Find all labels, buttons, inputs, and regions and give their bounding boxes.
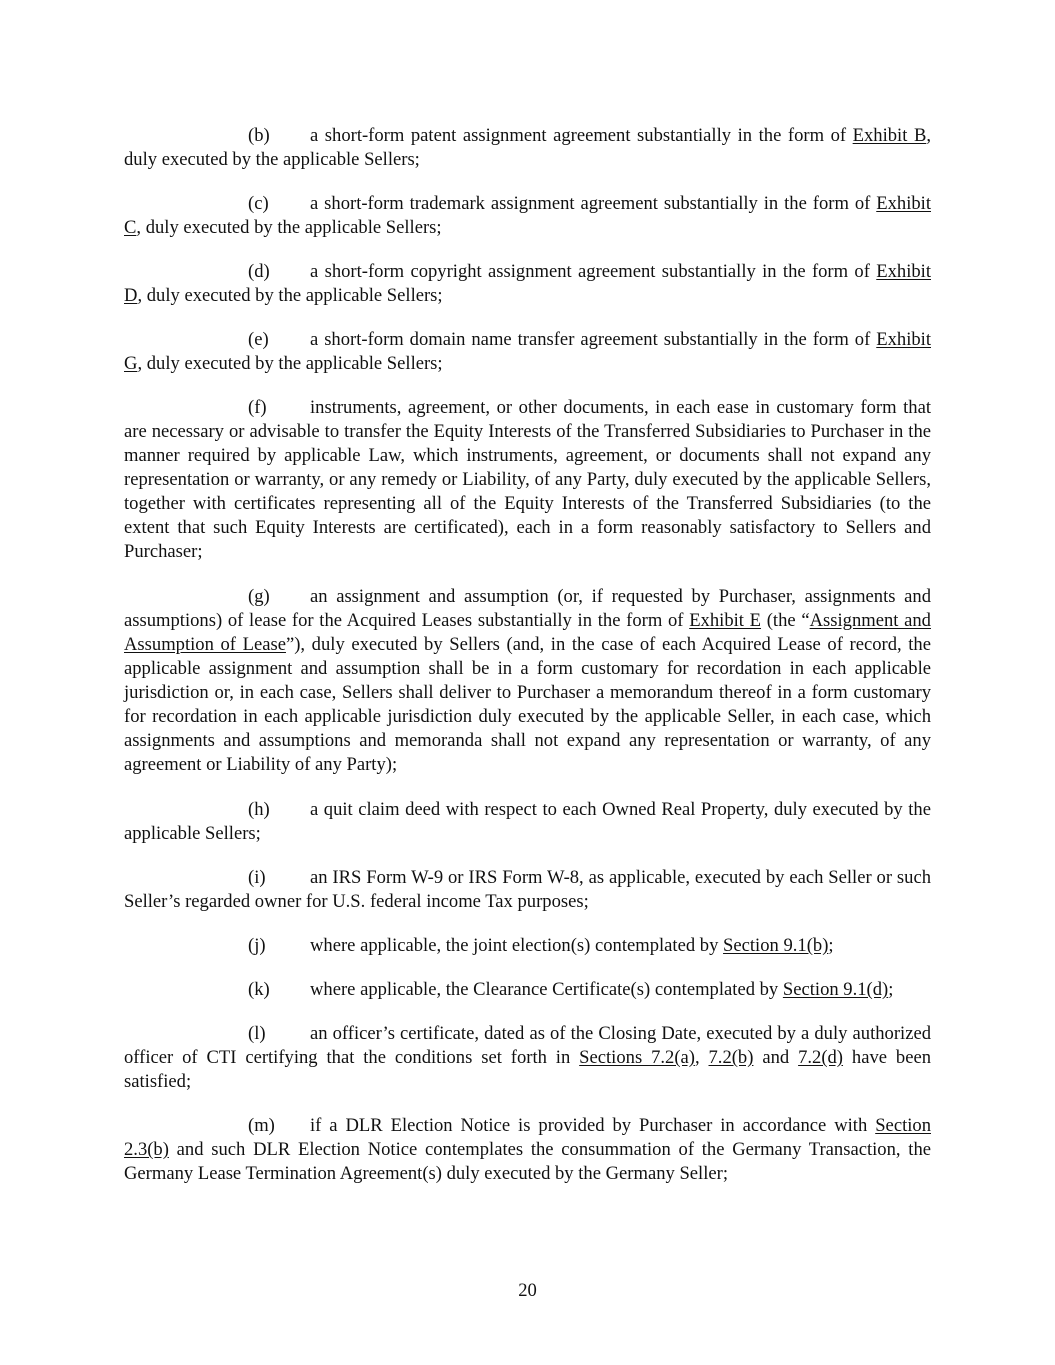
- clause-j-text-end: ;: [828, 935, 834, 956]
- clause-k: [124, 978, 931, 1002]
- clause-i-marker: (i): [248, 867, 266, 888]
- clause-m-text-end: and such DLR Election Notice contemplates the consummation of the Germany Transaction, the Germany Lease Termination Agreement(s) duly executed by the Germany Seller;: [124, 1139, 931, 1184]
- section-7-2-d-ref: 7.2(d): [798, 1047, 844, 1068]
- clause-g: [124, 585, 931, 777]
- clause-e-text-end: , duly executed by the applicable Sellers;: [137, 353, 443, 374]
- section-2-3-b-ref: Section 2.3(b): [124, 1115, 931, 1160]
- clause-l-text-2: ,: [694, 1047, 709, 1068]
- clause-h: [124, 798, 931, 846]
- clause-b-text: a short-form patent assignment agreement substantially in the form of: [310, 125, 853, 146]
- clause-f-marker: (f): [248, 397, 267, 418]
- clause-c-text-end: , duly executed by the applicable Sellers;: [136, 217, 442, 238]
- clause-k-marker: (k): [248, 979, 270, 1000]
- clause-g-marker: (g): [248, 586, 270, 607]
- clause-e: [124, 328, 931, 376]
- clause-i: [124, 866, 931, 914]
- clause-m-text: if a DLR Election Notice is provided by Purchaser in accordance with: [310, 1115, 876, 1136]
- clause-b-marker: (b): [248, 125, 270, 146]
- clause-f-text: instruments, agreement, or other documents, in each ease in customary form that are necessary or advisable to transfer the Equity Interests of the Transferred Subsidiaries to Purchaser in the manner required by applicable Law, which instruments, agreement, or documents shall not expand any representation or warranty, or any remedy or Liability, of any Party, duly executed by the applicable Sellers, together with certificates representing all of the Equity Interests of the Transferred Subsidiaries (to the extent that such Equity Interests are certificated), each in a form reasonably satisfactory to Sellers and Purchaser;: [124, 397, 931, 562]
- clause-l-text-3: and: [753, 1047, 799, 1068]
- clause-j-marker: (j): [248, 935, 266, 956]
- clause-l-marker: (l): [248, 1023, 266, 1044]
- clause-f: [124, 396, 931, 564]
- clause-l-text: an officer’s certificate, dated as of the Closing Date, executed by a duly authorized officer of CTI certifying that the conditions set forth in: [124, 1023, 931, 1068]
- exhibit-d-ref: Exhibit D: [124, 261, 931, 306]
- clause-m: [124, 1114, 931, 1186]
- clause-g-text-3: ”), duly executed by Sellers (and, in the case of each Acquired Lease of record, the applicable assignment and assumption shall be in a form customary for recordation in each applicable jurisdiction or, in each case, Sellers shall deliver to Purchaser a memorandum thereof in a form customary for recordation in each applicable jurisdiction duly executed by the applicable Seller, in each case, which assignments and assumptions and memoranda shall not expand any representation or warranty, of any agreement or Liability of any Party);: [124, 634, 931, 775]
- clause-e-marker: (e): [248, 329, 269, 350]
- clause-c-marker: (c): [248, 193, 269, 214]
- clause-i-text: an IRS Form W-9 or IRS Form W-8, as applicable, executed by each Seller or such Seller’s regarded owner for U.S. federal income Tax purposes;: [124, 867, 931, 912]
- exhibit-e-ref: Exhibit E: [689, 610, 762, 631]
- section-7-2-b-ref: 7.2(b): [708, 1047, 754, 1068]
- clause-d-text-end: , duly executed by the applicable Sellers;: [137, 285, 443, 306]
- clause-h-text: a quit claim deed with respect to each Owned Real Property, duly executed by the applicable Sellers;: [124, 799, 931, 844]
- clause-c-text: a short-form trademark assignment agreement substantially in the form of: [310, 193, 877, 214]
- page-number: 20: [518, 1280, 537, 1301]
- clause-b: [124, 124, 931, 172]
- clause-h-marker: (h): [248, 799, 270, 820]
- clause-d-marker: (d): [248, 261, 270, 282]
- clause-d: [124, 260, 931, 308]
- clause-g-text-2: (the “: [761, 610, 810, 631]
- clause-j: [124, 934, 931, 958]
- section-9-1-d-ref: Section 9.1(d): [782, 979, 889, 1000]
- exhibit-g-ref: Exhibit G: [124, 329, 931, 374]
- exhibit-b-ref: Exhibit B: [852, 125, 927, 146]
- assignment-assumption-lease-term: Assignment and Assumption of Lease: [124, 610, 931, 655]
- sections-7-2-a-ref: Sections 7.2(a): [579, 1047, 695, 1068]
- clause-l: [124, 1022, 931, 1094]
- clause-e-text: a short-form domain name transfer agreement substantially in the form of: [310, 329, 877, 350]
- clause-k-text: where applicable, the Clearance Certificate(s) contemplated by: [310, 979, 783, 1000]
- clause-k-text-end: ;: [888, 979, 894, 1000]
- clause-d-text: a short-form copyright assignment agreement substantially in the form of: [310, 261, 877, 282]
- clause-j-text: where applicable, the joint election(s) contemplated by: [310, 935, 724, 956]
- clause-g-text: an assignment and assumption (or, if requested by Purchaser, assignments and assumptions) of lease for the Acquired Leases substantially in the form of: [124, 586, 931, 631]
- exhibit-c-ref: Exhibit C: [124, 193, 931, 238]
- clause-c: [124, 192, 931, 240]
- clause-b-text-end: , duly executed by the applicable Sellers;: [124, 125, 931, 170]
- section-9-1-b-ref: Section 9.1(b): [723, 935, 829, 956]
- document-page: [124, 124, 931, 1206]
- clause-l-text-4: have been satisfied;: [124, 1047, 931, 1092]
- clause-m-marker: (m): [248, 1115, 275, 1136]
